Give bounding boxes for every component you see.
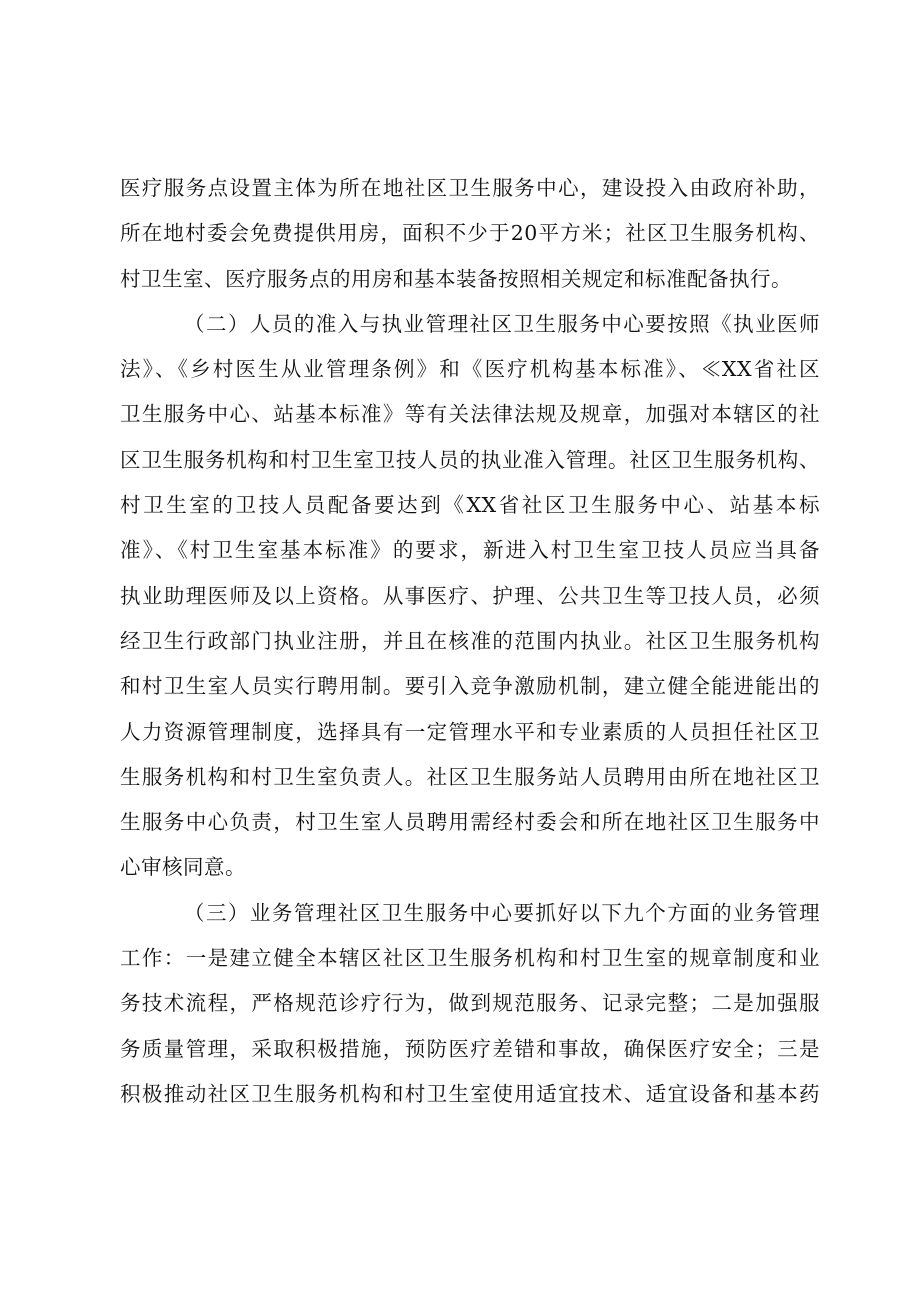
paragraph-3 bbox=[120, 891, 820, 1117]
text-line: 生服务中心负责，村卫生室人员聘用需经村委会和所在地社区卫生服务中 bbox=[120, 810, 820, 835]
text-line: 村卫生室、医疗服务点的用房和基本装备按照相关规定和标准配备执行。 bbox=[120, 266, 792, 291]
text-line: 准》、《村卫生室基本标准》的要求，新进入村卫生室卫技人员应当具备 bbox=[120, 538, 820, 563]
text-line: 医疗服务点设置主体为所在地社区卫生服务中心，建设投入由政府补助， bbox=[120, 176, 820, 200]
text-line: 生服务机构和村卫生室负责人。社区卫生服务站人员聘用由所在地社区卫 bbox=[120, 764, 820, 789]
text-line: 村卫生室的卫技人员配备要达到《XX省社区卫生服务中心、站基本标 bbox=[120, 493, 820, 518]
text-line: 法》、《乡村医生从业管理条例》和《医疗机构基本标准》、≪XX省社区 bbox=[120, 357, 820, 382]
text-line: （二）人员的准入与执业管理社区卫生服务中心要按照《执业医师 bbox=[184, 311, 820, 336]
text-line: 和村卫生室人员实行聘用制。要引入竞争激励机制，建立健全能进能出的 bbox=[120, 674, 820, 699]
text-line: 区卫生服务机构和村卫生室卫技人员的执业准入管理。社区卫生服务机构、 bbox=[120, 447, 820, 472]
text-line: 积极推动社区卫生服务机构和村卫生室使用适宜技术、适宜设备和基本药 bbox=[120, 1081, 820, 1106]
text-line: 心审核同意。 bbox=[120, 855, 246, 880]
text-line: 务技术流程，严格规范诊疗行为，做到规范服务、记录完整；二是加强服 bbox=[120, 991, 820, 1016]
text-line: 人力资源管理制度，选择具有一定管理水平和专业素质的人员担任社区卫 bbox=[120, 719, 820, 744]
text-line: 务质量管理，采取积极措施，预防医疗差错和事故，确保医疗安全；三是 bbox=[120, 1036, 820, 1061]
text-line: 执业助理医师及以上资格。从事医疗、护理、公共卫生等卫技人员，必须 bbox=[120, 583, 820, 608]
text-line: 所在地村委会免费提供用房，面积不少于20平方米；社区卫生服务机构、 bbox=[120, 221, 820, 246]
body-text bbox=[120, 166, 820, 1117]
paragraph-1 bbox=[120, 166, 820, 302]
text-line: 经卫生行政部门执业注册，并且在核准的范围内执业。社区卫生服务机构 bbox=[120, 628, 820, 653]
paragraph-2 bbox=[120, 302, 820, 891]
text-line: （三）业务管理社区卫生服务中心要抓好以下九个方面的业务管理 bbox=[184, 900, 820, 925]
text-line: 工作：一是建立健全本辖区社区卫生服务机构和村卫生室的规章制度和业 bbox=[120, 946, 820, 971]
text-line: 卫生服务中心、站基本标准》等有关法律法规及规章，加强对本辖区的社 bbox=[120, 402, 820, 427]
